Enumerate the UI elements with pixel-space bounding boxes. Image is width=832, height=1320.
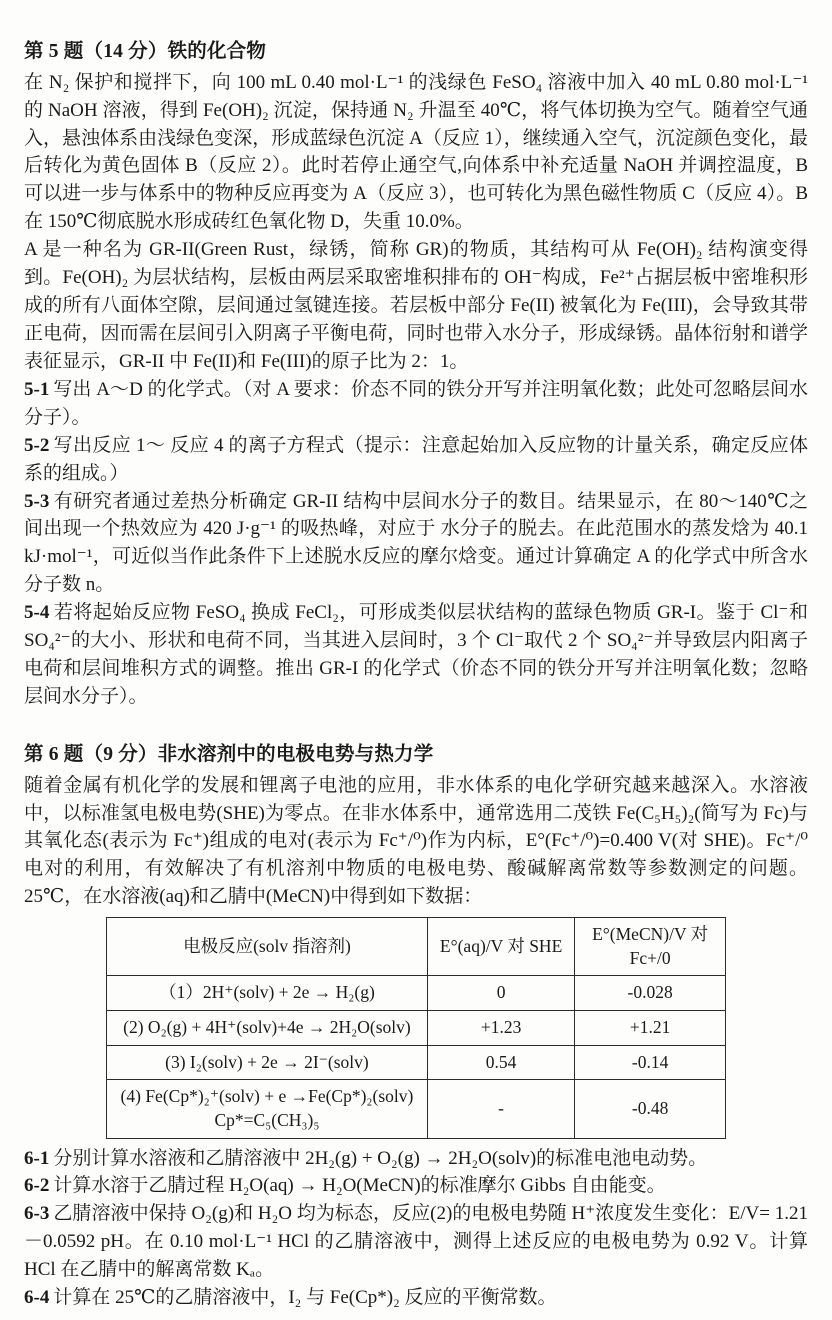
cell-mecn-1: -0.028 — [575, 976, 726, 1011]
cell-reaction-3: (3) I₂(solv) + 2e → 2I⁻(solv) — [107, 1045, 428, 1080]
cell-reaction-4-note: Cp*=C₅(CH₃)₅ — [214, 1109, 320, 1130]
question-6-1 — [24, 1145, 808, 1173]
question-5-3-text: 有研究者通过差热分析确定 GR-II 结构中层间水分子的数目。结果显示，在 80～140℃之间出现一个热效应为 420 J·g⁻¹ 的吸热峰，对应于 水分子的脱去。在此范围水的蒸发焓为 40.1 kJ·mol⁻¹，可近似当作此条件下上述脱水反应的摩尔焓变。通过计算确定 A 的化学式中所含水分子数 n。 — [24, 490, 808, 596]
question-6-3-number: 6-3 — [24, 1203, 50, 1225]
question-5-1-number: 5-1 — [24, 378, 50, 400]
question-6-1-text: 分别计算水溶液和乙腈溶液中 2H₂(g) + O₂(g) → 2H₂O(solv)的标准电池电动势。 — [53, 1147, 708, 1169]
problem5-heading: 第 5 题（14 分）铁的化合物 — [24, 41, 267, 62]
problem5-paragraph-1: 在 N₂ 保护和搅拌下，向 100 mL 0.40 mol·L⁻¹ 的浅绿色 FeSO₄ 溶液中加入 40 mL 0.80 mol·L⁻¹ 的 NaOH 溶液，得到 Fe(OH)₂ 沉淀，保持通 N₂ 升温至 40℃，将气体切换为空气。随着空气通入，悬浊体系由浅绿色变深，形成蓝绿色沉淀 A（反应 1），继续通入空气，沉淀颜色变化，最后转化为黄色固体 B（反应 2）。此时若停止通空气,向体系中补充适量 NaOH 并调控温度，B 可以进一步与体系中的物种反应再变为 A（反应 3），也可转化为黑色磁性物质 C（反应 4）。B 在 150℃彻底脱水形成砖红色氧化物 D，失重 10.0%。 — [24, 71, 808, 233]
question-6-2 — [24, 1172, 808, 1200]
table-header-row — [107, 918, 726, 976]
cell-aq-2: +1.23 — [427, 1011, 574, 1046]
question-6-1-number: 6-1 — [24, 1147, 50, 1169]
question-6-3-text: 乙腈溶液中保持 O₂(g)和 H₂O 均为标态，反应(2)的电极电势随 H⁺浓度发生变化：E/V= 1.21－0.0592 pH。在 0.10 mol·L⁻¹ HCl 的乙腈溶液中，测得上述反应的电极电势为 0.92 V。计算 HCl 在乙腈中的解离常数 Kₐ。 — [24, 1203, 808, 1281]
cell-mecn-3: -0.14 — [575, 1045, 726, 1080]
table-row — [107, 1045, 726, 1080]
cell-mecn-4: -0.48 — [575, 1080, 726, 1138]
question-5-4-number: 5-4 — [24, 602, 50, 624]
question-5-2 — [24, 432, 808, 488]
table-row — [107, 976, 726, 1011]
question-6-2-number: 6-2 — [24, 1175, 50, 1197]
column-header-aq: E°(aq)/V 对 SHE — [427, 918, 574, 976]
question-5-1-text: 写出 A～D 的化学式。（对 A 要求：价态不同的铁分开写并注明氧化数；此处可忽略层间水分子）。 — [24, 378, 808, 428]
question-5-4-text: 若将起始反应物 FeSO₄ 换成 FeCl₂，可形成类似层状结构的蓝绿色物质 GR-I。鉴于 Cl⁻和 SO₄²⁻的大小、形状和电荷不同，当其进入层间时，3 个 Cl⁻取代 2 个 SO₄²⁻并导致层内阳离子电荷和层间堆积方式的调整。推出 GR-I 的化学式（价态不同的铁分开写并注明氧化数；忽略层间水分子）。 — [24, 602, 808, 707]
problem6-heading: 第 6 题（9 分）非水溶剂中的电极电势与热力学 — [24, 743, 434, 765]
cell-mecn-2: +1.21 — [575, 1011, 726, 1046]
cell-aq-4: - — [427, 1080, 574, 1138]
cell-aq-3: 0.54 — [427, 1045, 574, 1080]
table-body — [107, 976, 726, 1138]
question-5-2-number: 5-2 — [24, 434, 50, 456]
problem6-paragraph-1: 随着金属有机化学的发展和锂离子电池的应用，非水体系的电化学研究越来越深入。水溶液中，以标准氢电极电势(SHE)为零点。在非水体系中，通常选用二茂铁 Fe(C₅H₅)₂(简写为 Fc)与其氧化态(表示为 Fc⁺)组成的电对(表示为 Fc⁺/⁰)作为内标，E°(Fc⁺/⁰)=0.400 V(对 SHE)。Fc⁺/⁰ 电对的利用，有效解决了有机溶剂中物质的电极电势、酸碱解离常数等参数测定的问题。25℃，在水溶液(aq)和乙腈中(MeCN)中得到如下数据： — [24, 774, 808, 908]
question-6-4 — [24, 1284, 808, 1312]
cell-aq-1: 0 — [427, 976, 574, 1011]
question-5-1 — [24, 376, 808, 432]
cell-reaction-1: （1）2H⁺(solv) + 2e → H₂(g) — [107, 976, 428, 1011]
problem5-paragraph-2: A 是一种名为 GR-II(Green Rust，绿锈，简称 GR)的物质，其结构可从 Fe(OH)₂ 结构演变得到。Fe(OH)₂ 为层状结构，层板由两层采取密堆积排布的 OH⁻构成，Fe²⁺占据层板中密堆积形成的所有八面体空隙，层间通过氢键连接。若层板中部分 Fe(II) 被氧化为 Fe(III)，会导致其带正电荷，因而需在层间引入阴离子平衡电荷，同时也带入水分子，形成绿锈。晶体衍射和谱学表征显示，GR-II 中 Fe(II)和 Fe(III)的原子比为 2：1。 — [24, 239, 808, 372]
question-5-4 — [24, 599, 808, 711]
cell-reaction-4 — [107, 1080, 428, 1138]
question-6-2-text: 计算水溶于乙腈过程 H₂O(aq) → H₂O(MeCN)的标准摩尔 Gibbs 自由能变。 — [53, 1175, 666, 1197]
question-6-3 — [24, 1200, 808, 1284]
table-header — [107, 918, 726, 976]
cell-reaction-4-main: (4) Fe(Cp*)₂⁺(solv) + e →Fe(Cp*)₂(solv) — [120, 1086, 414, 1107]
question-6-4-number: 6-4 — [24, 1287, 50, 1309]
question-6-4-text: 计算在 25℃的乙腈溶液中，I₂ 与 Fe(Cp*)₂ 反应的平衡常数。 — [53, 1287, 557, 1309]
electrode-potential-table — [106, 917, 726, 1138]
question-5-2-text: 写出反应 1～ 反应 4 的离子方程式（提示：注意起始加入反应物的计量关系，确定反应体系的组成。） — [24, 434, 808, 484]
table-row — [107, 1011, 726, 1046]
question-5-3-number: 5-3 — [24, 490, 50, 512]
electrode-potential-table-wrapper — [24, 917, 808, 1138]
question-5-3 — [24, 488, 808, 600]
table-row — [107, 1080, 726, 1138]
cell-reaction-2: (2) O₂(g) + 4H⁺(solv)+4e → 2H₂O(solv) — [107, 1011, 428, 1046]
column-header-mecn: E°(MeCN)/V 对 Fc+/0 — [575, 918, 726, 976]
section-divider — [24, 711, 808, 741]
column-header-reaction: 电极反应(solv 指溶剂) — [107, 918, 428, 976]
